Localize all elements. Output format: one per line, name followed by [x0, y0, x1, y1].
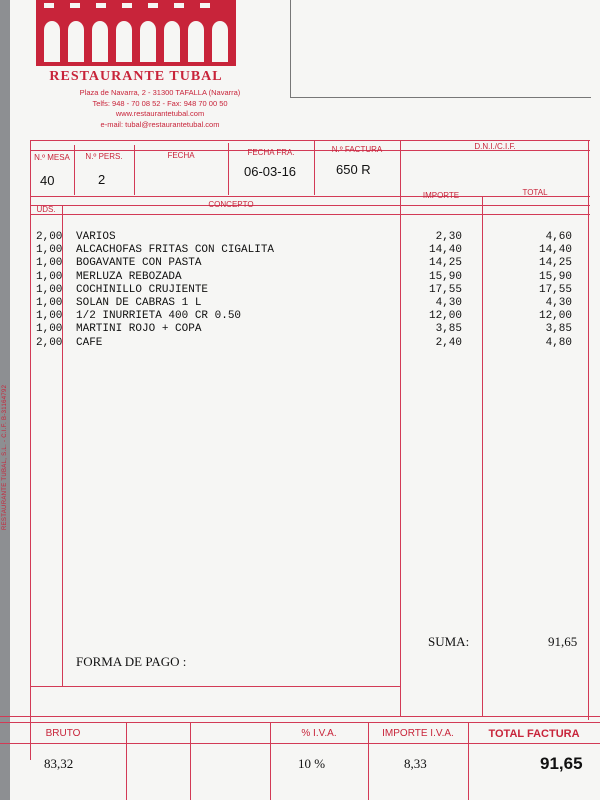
divider	[588, 140, 589, 720]
item-total: 4,30	[545, 296, 572, 309]
header-pers: N.º PERS.	[85, 152, 123, 161]
item-importe: 4,30	[435, 296, 462, 309]
divider	[482, 196, 483, 716]
restaurant-logo	[30, 0, 242, 88]
restaurant-name: RESTAURANTE TUBAL	[49, 69, 223, 84]
item-importe: 17,55	[428, 283, 462, 296]
item-uds: 1,00	[36, 310, 63, 323]
item-uds: 1,00	[36, 244, 63, 257]
importe-iva-value: 8,33	[404, 756, 427, 771]
iva-pct-value: 10 %	[298, 756, 326, 771]
forma-pago-label: FORMA DE PAGO :	[76, 654, 187, 669]
item-total: 14,25	[538, 257, 572, 270]
restaurant-address	[40, 88, 280, 130]
side-company-text: RESTAURANTE TUBAL, S.L. - C.I.F. B-31164792	[2, 384, 8, 530]
item-concepto: MERLUZA REBOZADA	[76, 270, 182, 283]
header-total: TOTAL	[522, 188, 548, 197]
suma-label: SUMA:	[428, 634, 470, 649]
item-concepto: CAFE	[76, 336, 103, 349]
divider	[0, 743, 600, 744]
item-importe: 3,85	[435, 323, 462, 336]
mesa-value: 40	[40, 173, 55, 188]
client-box	[290, 0, 591, 98]
item-importe: 14,40	[428, 244, 462, 257]
email-link[interactable]: e-mail: tubal@restaurantetubal.com	[100, 119, 220, 129]
item-uds: 1,00	[36, 323, 63, 336]
divider	[0, 722, 600, 723]
bruto-value: 83,32	[44, 756, 74, 771]
item-importe: 14,25	[428, 257, 462, 270]
item-concepto: MARTINI ROJO + COPA	[76, 323, 202, 336]
item-total: 17,55	[538, 283, 572, 296]
divider	[30, 214, 590, 215]
header-factura: N.º FACTURA	[331, 145, 383, 154]
header-importe: IMPORTE	[422, 191, 460, 200]
item-total: 14,40	[538, 244, 572, 257]
divider	[400, 196, 401, 716]
fecha-fra-value: 06-03-16	[244, 164, 297, 179]
item-importe: 12,00	[428, 310, 462, 323]
header-iva-pct: % I.V.A.	[301, 728, 337, 739]
header-bruto: BRUTO	[45, 728, 81, 739]
address-line: Plaza de Navarra, 2 - 31300 TAFALLA (Navarra)	[79, 88, 241, 97]
item-concepto: SOLAN DE CABRAS 1 L	[76, 296, 202, 309]
item-total: 4,80	[545, 336, 572, 349]
divider	[30, 140, 590, 141]
pers-value: 2	[98, 172, 106, 187]
item-concepto: ALCACHOFAS FRITAS CON CIGALITA	[76, 244, 275, 257]
item-uds: 1,00	[36, 270, 63, 283]
item-uds: 1,00	[36, 283, 63, 296]
header-total-factura: TOTAL FACTURA	[488, 728, 580, 740]
item-total: 15,90	[538, 270, 572, 283]
item-uds: 1,00	[36, 296, 63, 309]
divider	[30, 140, 31, 760]
item-uds: 2,00	[36, 336, 63, 349]
item-concepto: BOGAVANTE CON PASTA	[76, 257, 202, 270]
header-concepto: CONCEPTO	[208, 200, 254, 209]
phone-line: Telfs: 948 - 70 08 52 - Fax: 948 70 00 50	[92, 98, 228, 108]
item-importe: 15,90	[428, 270, 462, 283]
item-concepto: 1/2 INURRIETA 400 CR 0.50	[76, 310, 242, 323]
item-uds: 1,00	[36, 257, 63, 270]
header-mesa: N.º MESA	[34, 153, 70, 162]
item-concepto: VARIOS	[76, 231, 116, 243]
item-importe: 2,40	[435, 336, 462, 349]
factura-value: 650 R	[336, 162, 371, 177]
item-concepto: COCHINILLO CRUJIENTE	[76, 283, 209, 296]
suma-value: 91,65	[548, 634, 578, 649]
item-total: 12,00	[538, 310, 572, 323]
divider	[126, 722, 127, 800]
item-total: 4,60	[545, 231, 572, 243]
total-factura-value: 91,65	[540, 754, 583, 773]
header-fecha: FECHA	[167, 151, 195, 160]
web-link[interactable]: www.restaurantetubal.com	[115, 109, 205, 118]
header-dni: D.N.I./C.I.F.	[474, 142, 516, 151]
item-total: 3,85	[545, 323, 572, 336]
header-importe-iva: IMPORTE I.V.A.	[382, 728, 454, 739]
item-uds: 2,00	[36, 231, 63, 243]
divider	[190, 722, 191, 800]
divider	[30, 686, 400, 687]
divider	[0, 716, 600, 717]
header-fecha-fra: FECHA FRA.	[247, 148, 295, 157]
header-uds: UDS.	[36, 205, 56, 214]
item-importe: 2,30	[435, 231, 462, 243]
